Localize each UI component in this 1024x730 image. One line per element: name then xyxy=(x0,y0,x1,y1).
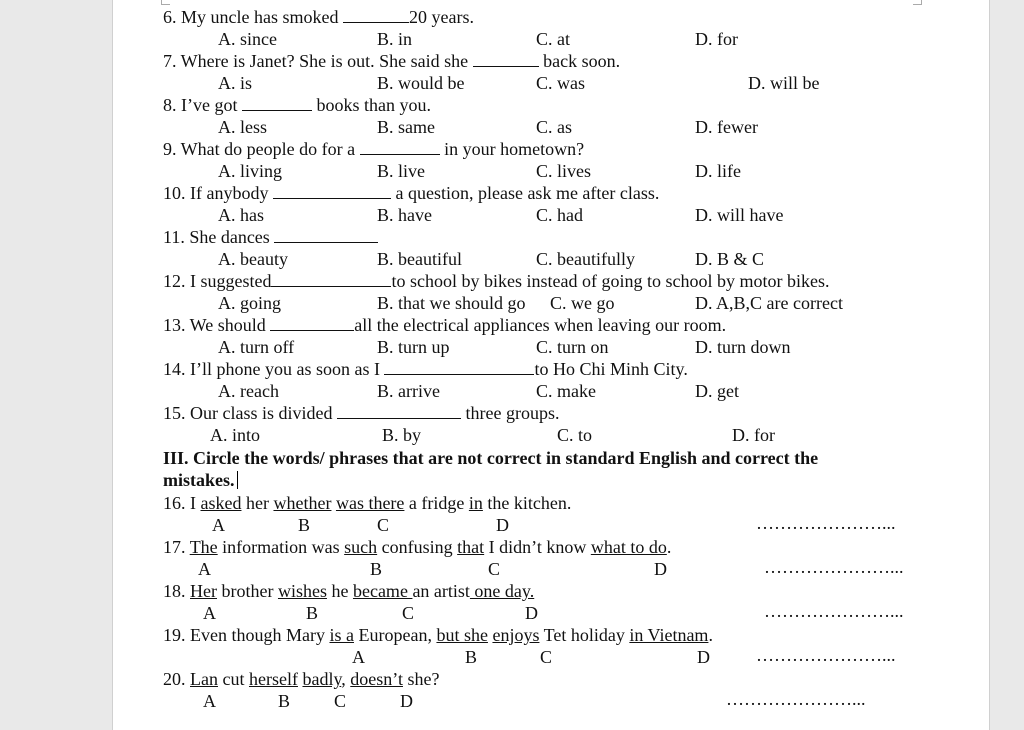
section-heading: III. Circle the words/ phrases that are not correct in standard English and correct the xyxy=(163,448,819,468)
question-stem xyxy=(163,270,829,292)
choice-letter: C xyxy=(377,515,390,535)
sentence-text: I didn’t know xyxy=(484,537,591,557)
choice-letter: C xyxy=(488,559,501,579)
answer-blank[interactable] xyxy=(273,182,391,199)
question-stem xyxy=(163,182,659,204)
answer-option[interactable]: A. has xyxy=(218,205,264,225)
question-stem xyxy=(163,138,584,160)
sentence-text: the kitchen. xyxy=(482,493,572,513)
correction-blank[interactable]: …………………... xyxy=(756,513,896,533)
answer-option[interactable]: C. make xyxy=(536,381,596,401)
question-stem xyxy=(163,94,431,116)
question-stem xyxy=(163,50,620,72)
question-text: 20 years. xyxy=(408,7,474,27)
correction-blank[interactable]: …………………... xyxy=(726,689,866,709)
underlined-phrase[interactable]: is a xyxy=(329,625,354,645)
answer-option[interactable]: C. at xyxy=(536,29,570,49)
margin-corner-mark xyxy=(913,0,922,5)
answer-option[interactable]: D. turn down xyxy=(695,337,791,357)
answer-option[interactable]: D. B & C xyxy=(695,249,765,269)
correction-blank[interactable]: …………………... xyxy=(764,557,904,577)
underlined-phrase[interactable]: herself xyxy=(248,669,298,689)
answer-option[interactable]: B. in xyxy=(377,29,413,49)
error-sentence xyxy=(163,536,671,558)
item-number: 19. xyxy=(163,625,186,645)
question-text: 12. I suggested xyxy=(163,271,272,291)
sentence-text: her xyxy=(241,493,274,513)
sentence-text: she? xyxy=(402,669,440,689)
underlined-phrase[interactable]: badly xyxy=(302,669,342,689)
choice-letter: B xyxy=(278,691,291,711)
answer-option[interactable]: B. same xyxy=(377,117,435,137)
underlined-phrase[interactable]: such xyxy=(344,537,378,557)
answer-option[interactable]: D. for xyxy=(695,29,738,49)
question-text: 14. I’ll phone you as soon as I xyxy=(163,359,385,379)
sentence-text: European, xyxy=(353,625,437,645)
question-text: 9. What do people do for a xyxy=(163,139,360,159)
answer-blank[interactable] xyxy=(271,270,391,287)
correction-blank[interactable]: …………………... xyxy=(764,601,904,621)
sentence-text: information was xyxy=(217,537,345,557)
sentence-text: a fridge xyxy=(404,493,469,513)
choice-letter: D xyxy=(496,515,509,535)
answer-option[interactable]: C. lives xyxy=(536,161,592,181)
choice-letter: B xyxy=(465,647,478,667)
item-number: 20. xyxy=(163,669,186,689)
choice-letter: D xyxy=(525,603,538,623)
answer-option[interactable]: B. turn up xyxy=(377,337,450,357)
answer-option[interactable]: A. going xyxy=(218,293,281,313)
choice-letter: A xyxy=(198,559,211,579)
choice-letter: A xyxy=(212,515,225,535)
underlined-phrase[interactable]: in Vietnam xyxy=(629,625,709,645)
answer-option[interactable]: B. have xyxy=(377,205,432,225)
underlined-phrase[interactable]: doesn’t xyxy=(350,669,403,689)
question-stem xyxy=(163,6,474,28)
error-sentence xyxy=(163,668,439,690)
question-text: all the electrical appliances when leaving our room. xyxy=(354,315,727,335)
answer-option[interactable]: C. we go xyxy=(550,293,615,313)
question-text: 7. Where is Janet? She is out. She said she xyxy=(163,51,473,71)
answer-blank[interactable] xyxy=(270,314,354,331)
answer-option[interactable]: D. get xyxy=(695,381,739,401)
choice-letter: A xyxy=(352,647,365,667)
answer-option[interactable]: B. arrive xyxy=(377,381,440,401)
question-text: books than you. xyxy=(311,95,431,115)
question-text: a question, please ask me after class. xyxy=(390,183,660,203)
question-text: 6. My uncle has smoked xyxy=(163,7,343,27)
question-text: to school by bikes instead of going to school by motor bikes. xyxy=(391,271,830,291)
underlined-phrase[interactable]: wishes xyxy=(277,581,327,601)
error-sentence xyxy=(163,580,534,602)
question-text: three groups. xyxy=(460,403,560,423)
margin-corner-mark xyxy=(161,0,170,5)
underlined-phrase[interactable]: asked xyxy=(200,493,242,513)
underlined-phrase[interactable]: what to do xyxy=(590,537,667,557)
answer-blank[interactable] xyxy=(343,6,409,23)
answer-option[interactable]: C. had xyxy=(536,205,583,225)
question-stem xyxy=(163,402,559,424)
answer-option[interactable]: D. A,B,C are correct xyxy=(695,293,843,313)
answer-option[interactable]: B. would be xyxy=(377,73,465,93)
answer-option[interactable]: A. living xyxy=(218,161,283,181)
question-text: 10. If anybody xyxy=(163,183,273,203)
choice-letter: B xyxy=(298,515,311,535)
choice-letter: D xyxy=(654,559,667,579)
question-text: 11. She dances xyxy=(163,227,275,247)
sentence-text: cut xyxy=(217,669,249,689)
underlined-phrase[interactable]: The xyxy=(189,537,218,557)
answer-option[interactable]: C. turn on xyxy=(536,337,609,357)
question-text: 15. Our class is divided xyxy=(163,403,337,423)
underlined-phrase[interactable]: Her xyxy=(190,581,217,601)
answer-option[interactable]: D. will have xyxy=(695,205,784,225)
underlined-phrase[interactable]: was there xyxy=(335,493,405,513)
sentence-text: brother xyxy=(216,581,278,601)
answer-blank[interactable] xyxy=(274,226,378,243)
sentence-text: . xyxy=(666,537,672,557)
sentence-text: Even though Mary xyxy=(190,625,330,645)
answer-blank[interactable] xyxy=(242,94,312,111)
underlined-phrase[interactable]: enjoys xyxy=(492,625,540,645)
answer-option[interactable]: B. live xyxy=(377,161,425,181)
choice-letter: C xyxy=(540,647,553,667)
sentence-text: I xyxy=(190,493,201,513)
answer-blank[interactable] xyxy=(337,402,461,419)
answer-option[interactable]: A. beauty xyxy=(218,249,288,269)
section-heading xyxy=(163,469,238,491)
underlined-phrase[interactable]: one day. xyxy=(469,581,535,601)
question-text: to Ho Chi Minh City. xyxy=(534,359,688,379)
question-text: in your hometown? xyxy=(439,139,585,159)
text-cursor xyxy=(237,471,238,489)
question-text: 13. We should xyxy=(163,315,271,335)
question-text: 8. I’ve got xyxy=(163,95,242,115)
choice-letter: D xyxy=(400,691,413,711)
item-number: 16. xyxy=(163,493,186,513)
answer-option[interactable]: B. that we should go xyxy=(377,293,526,313)
answer-option[interactable]: D. will be xyxy=(748,73,820,93)
question-stem xyxy=(163,358,688,380)
answer-option[interactable]: A. turn off xyxy=(218,337,295,357)
answer-option[interactable]: B. beautiful xyxy=(377,249,462,269)
answer-blank[interactable] xyxy=(360,138,440,155)
answer-option[interactable]: A. is xyxy=(218,73,253,93)
answer-option[interactable]: C. to xyxy=(557,425,593,445)
section-heading-text: mistakes. xyxy=(163,470,235,490)
answer-option[interactable]: D. for xyxy=(732,425,775,445)
choice-letter: A xyxy=(203,603,216,623)
answer-blank[interactable] xyxy=(473,50,539,67)
error-sentence xyxy=(163,492,571,514)
answer-option[interactable]: C. beautifully xyxy=(536,249,635,269)
sentence-text: confusing xyxy=(377,537,458,557)
sentence-text: an artist xyxy=(412,581,470,601)
underlined-phrase[interactable]: became xyxy=(352,581,413,601)
answer-option[interactable]: A. since xyxy=(218,29,277,49)
correction-blank[interactable]: …………………... xyxy=(756,645,896,665)
answer-option[interactable]: C. as xyxy=(536,117,572,137)
answer-option[interactable]: A. into xyxy=(210,425,261,445)
item-number: 17. xyxy=(163,537,186,557)
item-number: 18. xyxy=(163,581,186,601)
underlined-phrase[interactable]: Lan xyxy=(190,669,218,689)
underlined-phrase[interactable]: but she xyxy=(436,625,488,645)
sentence-text: he xyxy=(326,581,353,601)
sentence-text: , xyxy=(341,669,351,689)
underlined-phrase[interactable]: whether xyxy=(273,493,332,513)
question-text: back soon. xyxy=(538,51,621,71)
answer-blank[interactable] xyxy=(384,358,534,375)
choice-letter: C xyxy=(334,691,347,711)
underlined-phrase[interactable]: in xyxy=(468,493,483,513)
answer-option[interactable]: A. less xyxy=(218,117,267,137)
sentence-text: Tet holiday xyxy=(539,625,630,645)
error-sentence xyxy=(163,624,713,646)
answer-option[interactable]: C. was xyxy=(536,73,585,93)
question-stem xyxy=(163,314,726,336)
answer-option[interactable]: B. by xyxy=(382,425,422,445)
underlined-phrase[interactable]: that xyxy=(457,537,485,557)
choice-letter: C xyxy=(402,603,415,623)
answer-option[interactable]: D. fewer xyxy=(695,117,758,137)
choice-letter: A xyxy=(203,691,216,711)
choice-letter: D xyxy=(697,647,710,667)
answer-option[interactable]: A. reach xyxy=(218,381,279,401)
answer-option[interactable]: D. life xyxy=(695,161,741,181)
choice-letter: B xyxy=(370,559,383,579)
sentence-text: . xyxy=(708,625,713,645)
question-stem xyxy=(163,226,378,248)
choice-letter: B xyxy=(306,603,319,623)
